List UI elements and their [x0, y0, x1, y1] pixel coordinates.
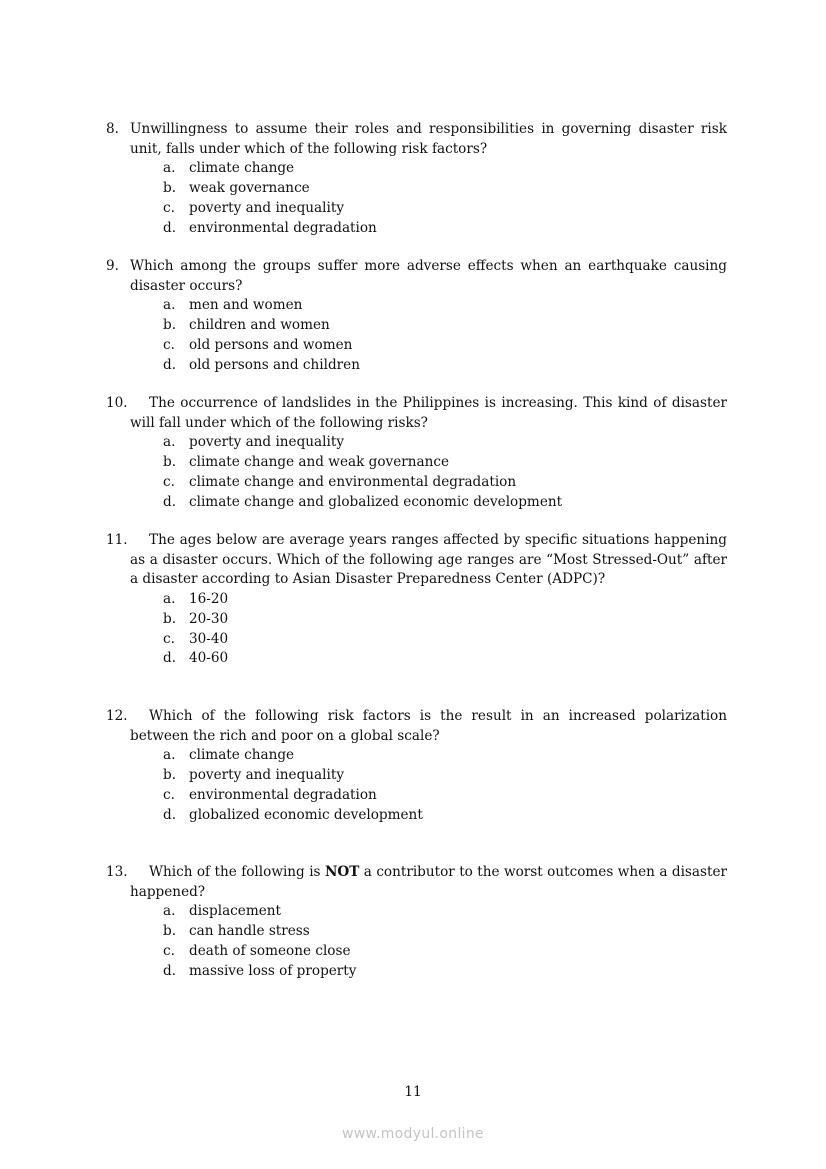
question-text: The ages below are average years ranges affected by specific situations happening as a disaster occurs. Which of the following age ranges are “Most Stressed-Out” after a disaster according to Asian Disaster Preparedness Center (ADPC)?	[130, 532, 727, 588]
question-number: 13.	[106, 864, 128, 880]
option-c	[106, 630, 727, 650]
option-letter: c.	[163, 786, 175, 803]
option-list	[106, 296, 727, 375]
option-text: globalized economic development	[189, 806, 423, 823]
option-text: old persons and women	[189, 336, 353, 353]
option-letter: d.	[163, 219, 177, 236]
question-number: 12.	[106, 708, 128, 724]
option-a	[106, 433, 727, 453]
question-10	[106, 394, 727, 512]
option-text: displacement	[189, 903, 281, 920]
option-b	[106, 453, 727, 473]
option-letter: d.	[163, 650, 177, 667]
question-13	[106, 863, 727, 981]
option-letter: a.	[163, 747, 176, 764]
option-letter: d.	[163, 493, 177, 510]
option-list	[106, 902, 727, 981]
option-d	[106, 356, 727, 376]
option-a	[106, 746, 727, 766]
question-text: Unwillingness to assume their roles and responsibilities in governing disaster risk unit, falls under which of the following risk factors?	[130, 121, 727, 157]
question-number: 11.	[106, 532, 128, 548]
question-stem	[106, 531, 727, 590]
option-letter: a.	[163, 160, 176, 177]
option-letter: b.	[163, 180, 177, 197]
option-b	[106, 179, 727, 199]
option-text: poverty and inequality	[189, 767, 345, 784]
option-text: climate change	[189, 747, 295, 764]
question-number: 8.	[106, 121, 119, 137]
option-d	[106, 219, 727, 239]
option-b	[106, 766, 727, 786]
option-letter: a.	[163, 434, 176, 451]
question-11	[106, 531, 727, 669]
option-c	[106, 942, 727, 962]
option-letter: a.	[163, 591, 176, 608]
option-list	[106, 590, 727, 669]
option-d	[106, 806, 727, 826]
page-number: 11	[404, 1084, 422, 1100]
option-letter: b.	[163, 454, 177, 471]
question-text-emphasis: NOT	[324, 864, 360, 880]
option-letter: d.	[163, 962, 177, 979]
question-number: 10.	[106, 395, 128, 411]
option-text: climate change	[189, 160, 295, 177]
option-letter: c.	[163, 942, 175, 959]
option-list	[106, 746, 727, 825]
option-b	[106, 316, 727, 336]
option-letter: b.	[163, 767, 177, 784]
option-text: climate change and environmental degradation	[189, 473, 517, 490]
option-text: can handle stress	[189, 923, 310, 940]
question-text: Which of the following risk factors is the result in an increased polarization between the rich and poor on a global scale?	[130, 708, 727, 744]
question-stem	[106, 394, 727, 433]
option-a	[106, 590, 727, 610]
question-9	[106, 257, 727, 375]
option-d	[106, 493, 727, 513]
option-a	[106, 902, 727, 922]
option-text: 30-40	[189, 630, 229, 647]
question-text: Which among the groups suffer more adverse effects when an earthquake causing disaster occurs?	[130, 258, 727, 294]
option-a	[106, 159, 727, 179]
option-text: massive loss of property	[189, 962, 357, 979]
option-c	[106, 473, 727, 493]
option-text: climate change and globalized economic development	[189, 493, 563, 510]
watermark: www.modyul.online	[342, 1126, 484, 1142]
option-b	[106, 922, 727, 942]
option-c	[106, 786, 727, 806]
option-text: weak governance	[189, 180, 310, 197]
option-text: men and women	[189, 297, 303, 314]
question-text: The occurrence of landslides in the Philippines is increasing. This kind of disaster will fall under which of the following risks?	[130, 395, 727, 431]
option-letter: d.	[163, 356, 177, 373]
question-text-after: a contributor to the worst outcomes when a disaster happened?	[130, 864, 727, 900]
question-stem	[106, 120, 727, 159]
option-text: poverty and inequality	[189, 199, 345, 216]
option-d	[106, 962, 727, 982]
option-text: poverty and inequality	[189, 434, 345, 451]
option-letter: a.	[163, 297, 176, 314]
question-stem	[106, 257, 727, 296]
option-text: old persons and children	[189, 356, 360, 373]
option-d	[106, 649, 727, 669]
option-text: death of someone close	[189, 942, 351, 959]
question-number: 9.	[106, 258, 119, 274]
option-letter: c.	[163, 199, 175, 216]
option-text: 16-20	[189, 591, 229, 608]
option-letter: a.	[163, 903, 176, 920]
option-letter: d.	[163, 806, 177, 823]
question-stem	[106, 863, 727, 902]
option-text: children and women	[189, 317, 330, 334]
option-b	[106, 610, 727, 630]
option-a	[106, 296, 727, 316]
question-12	[106, 707, 727, 825]
question-stem	[106, 707, 727, 746]
option-letter: c.	[163, 336, 175, 353]
option-letter: c.	[163, 630, 175, 647]
question-8	[106, 120, 727, 238]
option-list	[106, 159, 727, 238]
option-letter: b.	[163, 317, 177, 334]
option-text: 20-30	[189, 610, 229, 627]
option-c	[106, 199, 727, 219]
option-text: environmental degradation	[189, 219, 377, 236]
option-c	[106, 336, 727, 356]
option-letter: b.	[163, 923, 177, 940]
question-text-before: Which of the following is	[149, 864, 325, 880]
option-text: climate change and weak governance	[189, 454, 450, 471]
option-letter: b.	[163, 610, 177, 627]
option-text: environmental degradation	[189, 786, 377, 803]
option-list	[106, 433, 727, 512]
option-text: 40-60	[189, 650, 229, 667]
option-letter: c.	[163, 473, 175, 490]
